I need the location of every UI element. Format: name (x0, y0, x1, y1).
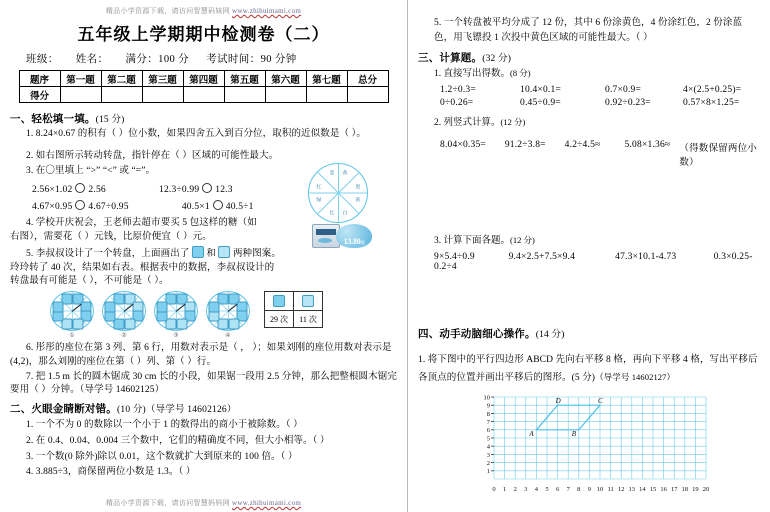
sub1-points: (8 分) (510, 68, 531, 79)
compare-left-4: 40.5×1 (181, 202, 210, 213)
mental-math-row-1 (418, 85, 760, 95)
face-spinner (154, 291, 198, 331)
svg-text:14: 14 (639, 486, 646, 494)
section-2-note: （导学号 14602126） (145, 405, 237, 416)
section-2-heading (10, 401, 397, 416)
mental-expr: 10.4×0.1= (520, 84, 562, 95)
section-1-title: 一、轻松填一填。 (10, 114, 96, 125)
full-score-label: 满分：100 分 (125, 54, 190, 65)
tf-item-1: 1. 一个不为 0 的数除以一个小于 1 的数得出的商小于被除数。（ ） (26, 420, 303, 431)
question-1-7: 7. 把 1.5 m 长的圆木锯成 30 cm 长的小段，如果锯一段用 2.5 分钟，那么把整根圆木锯完要用（ ）分钟。（导学号 14602125） (10, 371, 397, 396)
sub1-title: 1. 直接写出得数。 (434, 69, 511, 80)
section-3-points: (32 分) (482, 54, 512, 65)
question-1-3: 3. 在〇里填上 “>” “<” 或 “=”。 (26, 165, 156, 176)
watermark-text: 精品小学资源下载，请访问智慧码妹网 (105, 7, 230, 15)
circle-blank-icon[interactable] (75, 183, 85, 193)
mental-expr: 0.45÷0.9= (520, 97, 561, 108)
score-table (19, 70, 389, 103)
tf-item-5: 5. 一个转盘被平均分成了 12 份，其中 6 份涂黄色，4 份涂红色，2 份涂蓝色，用飞镖投 1 次投中黄色区域的可能性最大。（ ） (434, 18, 743, 43)
column-calc-row (418, 140, 760, 168)
question-4-1-points: (5 分) (571, 373, 596, 384)
question-1-5-part-a: 5. 李叔叔设计了一个转盘，上面画出了 (26, 248, 190, 259)
svg-text:B: B (571, 430, 577, 439)
compare-right-4: 40.5÷1 (225, 202, 254, 213)
option-caption: ④ (225, 333, 231, 340)
svg-text:13: 13 (628, 486, 636, 494)
svg-text:2: 2 (513, 486, 517, 494)
table-row (265, 292, 323, 311)
score-cell[interactable] (60, 87, 101, 103)
spinner-label-3: 黑 (355, 185, 361, 191)
right-column (408, 0, 770, 512)
svg-text:16: 16 (660, 486, 667, 494)
svg-text:17: 17 (670, 486, 678, 494)
color-spinner-figure (308, 163, 368, 223)
svg-text:5: 5 (486, 435, 490, 443)
spinner-label-8: 红 (316, 185, 322, 191)
happy-face-icon (273, 295, 285, 307)
tf-item-3: 3. 一个数(0 除外)除以 0.01，这个数就扩大到原来的 100 倍。（ ） (26, 451, 298, 462)
face-spinner (102, 291, 146, 331)
col-header-total: 总分 (347, 71, 388, 87)
svg-text:1: 1 (502, 486, 507, 494)
score-cell[interactable] (224, 87, 265, 103)
score-cell[interactable] (306, 87, 347, 103)
score-cell[interactable] (101, 87, 142, 103)
coordinate-grid-figure (470, 391, 760, 499)
section-3-sub2-label (418, 116, 760, 130)
svg-text:10: 10 (596, 486, 604, 494)
question-1-1: 1. 8.24×0.67 的积有（ ）位小数，如果四舍五入到百分位，取积的近似数是（ ）。 (26, 129, 366, 139)
sub2-title: 2. 列竖式计算。 (434, 117, 501, 128)
spinner-label-7: 绿 (316, 198, 322, 204)
svg-text:C: C (598, 397, 603, 406)
question-1-4: 4. 学校开庆祝会，王老师去超市要买 5 包这样的糖（如右图），需要花（ ）元钱，比原价便宜（ ）元。 (10, 218, 257, 243)
spinner-options-row (10, 291, 397, 339)
spinner-label-2: 黄 (342, 171, 348, 177)
section-4-points: (14 分) (535, 330, 565, 341)
spinner-option-1[interactable] (50, 291, 94, 339)
section-3-sub3-label (418, 234, 760, 248)
svg-text:3: 3 (486, 452, 490, 460)
section-4-title: 四、动手动脑细心操作。 (418, 329, 536, 341)
svg-text:9: 9 (486, 402, 490, 410)
spinner-label-5: 白 (342, 211, 348, 217)
svg-text:6: 6 (486, 427, 490, 435)
compare-right-3: 4.67÷0.95 (88, 202, 129, 213)
sad-face-icon (124, 319, 135, 330)
spin-result-table (264, 291, 323, 328)
sub3-points: (12 分) (510, 234, 535, 245)
svg-text:18: 18 (681, 486, 689, 494)
section-3-title: 三、计算题。 (418, 53, 483, 65)
vertex-labels (528, 397, 603, 438)
sad-count-cell: 11 次 (294, 311, 323, 328)
face-spinner (50, 291, 94, 331)
svg-text:3: 3 (524, 486, 528, 494)
svg-text:A: A (529, 430, 534, 439)
happy-face-icon (192, 246, 204, 258)
y-tick-labels (484, 395, 491, 476)
svg-text:10: 10 (483, 394, 490, 402)
tf-item-2: 2. 在 0.4、0.04、0.004 三个数中，它们的精确度不同，但大小相等。（ ） (26, 435, 330, 446)
col-header-4: 第四题 (183, 71, 224, 87)
price-tag-icon (336, 224, 372, 248)
watermark-url: www.zhihuimami.com (232, 499, 302, 507)
class-label: 班级： (26, 54, 59, 65)
watermark-url: www.zhihuimami.com (232, 7, 302, 15)
sad-face-icon (218, 246, 230, 258)
sad-face-icon (228, 319, 239, 330)
happy-face-header-cell (265, 292, 294, 311)
x-tick-labels (492, 486, 709, 493)
svg-text:20: 20 (702, 486, 710, 494)
calc-expr: 9.4×2.5+7.5×9.4 (508, 252, 576, 263)
compare-right-1: 2.56 (88, 185, 106, 196)
table-row (265, 311, 323, 328)
happy-face-icon (104, 302, 115, 313)
sub2-points: (12 分) (500, 116, 526, 127)
sad-face-icon (72, 319, 83, 330)
question-1-5-part-c: 两种图案。玲玲转了 40 次，结果如右表。根据表中的数据，李叔叔设计的转盘最有可能是（ ），不可能是（ ）。 (10, 248, 281, 287)
svg-text:5: 5 (545, 486, 549, 494)
column-calc-expr: 4.2÷4.5≈ (564, 139, 601, 150)
option-caption: ③ (173, 333, 179, 340)
question-4-1 (418, 351, 760, 387)
section-1-points: (15 分) (95, 115, 125, 125)
sugar-package-figure (312, 224, 365, 248)
sad-face-icon (302, 295, 314, 307)
mental-expr: 0÷0.26= (440, 97, 474, 108)
question-1-6: 6. 彤彤的座位在第 3 列、第 6 行，用数对表示是（ ， ）；如果刘刚的座位用数对表示是(4,2)，那么刘刚的座位在第（ ）列、第（ ）行。 (10, 343, 392, 367)
mental-expr: 4×(2.5+0.25)= (683, 84, 742, 95)
price-unit: 元 (360, 240, 365, 245)
table-row (19, 87, 388, 103)
svg-text:D: D (555, 397, 561, 406)
section-4-heading (418, 326, 760, 341)
compare-left-3: 4.67×0.95 (32, 202, 73, 213)
mental-expr: 0.57×8×1.25= (683, 97, 740, 108)
face-spinner (206, 291, 250, 331)
svg-text:4: 4 (486, 443, 490, 451)
column-calc-expr: 5.08×1.36≈ (624, 139, 671, 150)
spinner-label-6: 红 (329, 211, 335, 217)
mental-math-row-2 (418, 98, 760, 108)
section-3-heading (418, 50, 760, 65)
svg-text:0: 0 (492, 486, 496, 494)
row-label-score: 得分 (19, 87, 60, 103)
svg-text:7: 7 (566, 486, 570, 494)
question-4-1-text: 1. 将下图中的平行四边形 ABCD 先向右平移 8 格，再向下平移 4 格，写出平移后各顶点的位置并画出平移后的图形。 (418, 355, 758, 384)
col-header-2: 第二题 (101, 71, 142, 87)
column-calc-note: （得数保留两位小数） (679, 143, 757, 168)
svg-text:2: 2 (486, 460, 490, 468)
svg-text:6: 6 (555, 486, 560, 494)
page-title: 五年级上学期期中检测卷（二） (77, 25, 330, 44)
sad-face-icon (176, 319, 187, 330)
question-1-5-part-b: 和 (206, 248, 216, 259)
coordinate-grid-svg (470, 391, 722, 499)
compare-left-1: 2.56×1.02 (32, 185, 73, 196)
svg-text:15: 15 (649, 486, 657, 494)
section-2-points: (10 分) (117, 405, 146, 416)
grid-lines (494, 397, 706, 479)
happy-count-cell: 29 次 (265, 311, 294, 328)
circle-blank-icon[interactable] (75, 200, 85, 210)
top-watermark (10, 6, 397, 16)
calc-expr: 47.3×10.1-4.73 (615, 252, 677, 263)
mental-expr: 0.92÷0.23= (605, 97, 651, 108)
svg-text:8: 8 (577, 486, 581, 494)
bottom-watermark (0, 498, 407, 508)
row-label-question: 题序 (19, 71, 60, 87)
mental-expr: 0.7×0.9= (605, 84, 642, 95)
question-4-1-note: （导学号 14602127） (595, 372, 676, 383)
col-header-6: 第六题 (265, 71, 306, 87)
score-cell[interactable] (183, 87, 224, 103)
col-header-7: 第七题 (306, 71, 347, 87)
price-number: 13.80 (343, 237, 361, 246)
calc-expressions-row (418, 252, 760, 272)
happy-face-icon (156, 302, 167, 313)
column-calc-expr: 91.2÷3.8= (504, 139, 546, 150)
spinner-option-3[interactable] (154, 291, 198, 339)
axis-ticks (491, 397, 494, 471)
happy-face-icon (208, 302, 219, 313)
happy-face-icon (52, 302, 63, 313)
svg-text:19: 19 (692, 486, 699, 494)
exam-meta-line (10, 51, 397, 66)
col-header-1: 第一题 (60, 71, 101, 87)
compare-right-2: 12.3 (215, 185, 233, 196)
table-row (19, 71, 388, 87)
mental-expr: 1.2÷0.3= (440, 84, 476, 95)
duration-label: 考试时间：90 分钟 (206, 54, 297, 65)
section-1-heading (10, 111, 397, 126)
svg-text:8: 8 (486, 411, 490, 419)
section-3-sub1-label (418, 67, 760, 81)
score-cell[interactable] (142, 87, 183, 103)
name-label: 姓名： (75, 54, 109, 65)
color-spinner (308, 163, 368, 223)
col-header-5: 第五题 (224, 71, 265, 87)
spinner-option-2[interactable] (102, 291, 146, 339)
column-calc-expr: 8.04×0.35= (440, 139, 486, 150)
calc-expr: 9×5.4÷0.9 (434, 252, 475, 263)
svg-text:9: 9 (587, 486, 592, 494)
watermark-text: 精品小学资源下载，请访问智慧妈妈网 (105, 499, 230, 507)
spinner-option-4[interactable] (206, 291, 250, 339)
price-value (336, 237, 372, 246)
sub3-title: 3. 计算下面各题。 (434, 235, 511, 246)
svg-text:1: 1 (486, 468, 490, 476)
spinner-label-1: 蓝 (329, 171, 335, 177)
col-header-3: 第三题 (142, 71, 183, 87)
question-1-2: 2. 如右图所示转动转盘，指针停在（ ）区域的可能性最大。 (26, 150, 279, 161)
svg-text:11: 11 (607, 486, 614, 494)
question-1-5 (10, 246, 282, 289)
calc-expr: 0.3×0.25-0.2÷4 (434, 252, 753, 273)
svg-text:4: 4 (534, 486, 539, 494)
tf-item-4: 4. 3.885÷3，商保留两位小数是 1.3。（ ） (26, 467, 196, 478)
score-cell[interactable] (347, 87, 388, 103)
sad-face-header-cell (294, 292, 323, 311)
svg-text:7: 7 (486, 419, 490, 427)
spinner-label-4: 黄 (355, 198, 361, 204)
section-2-title: 二、火眼金睛断对错。 (10, 404, 117, 416)
svg-text:12: 12 (617, 486, 625, 494)
compare-left-2: 12.3÷0.99 (159, 185, 200, 196)
option-caption: ② (121, 333, 127, 340)
score-cell[interactable] (265, 87, 306, 103)
option-caption: ① (69, 333, 75, 340)
circle-blank-icon[interactable] (202, 183, 212, 193)
circle-blank-icon[interactable] (213, 200, 223, 210)
